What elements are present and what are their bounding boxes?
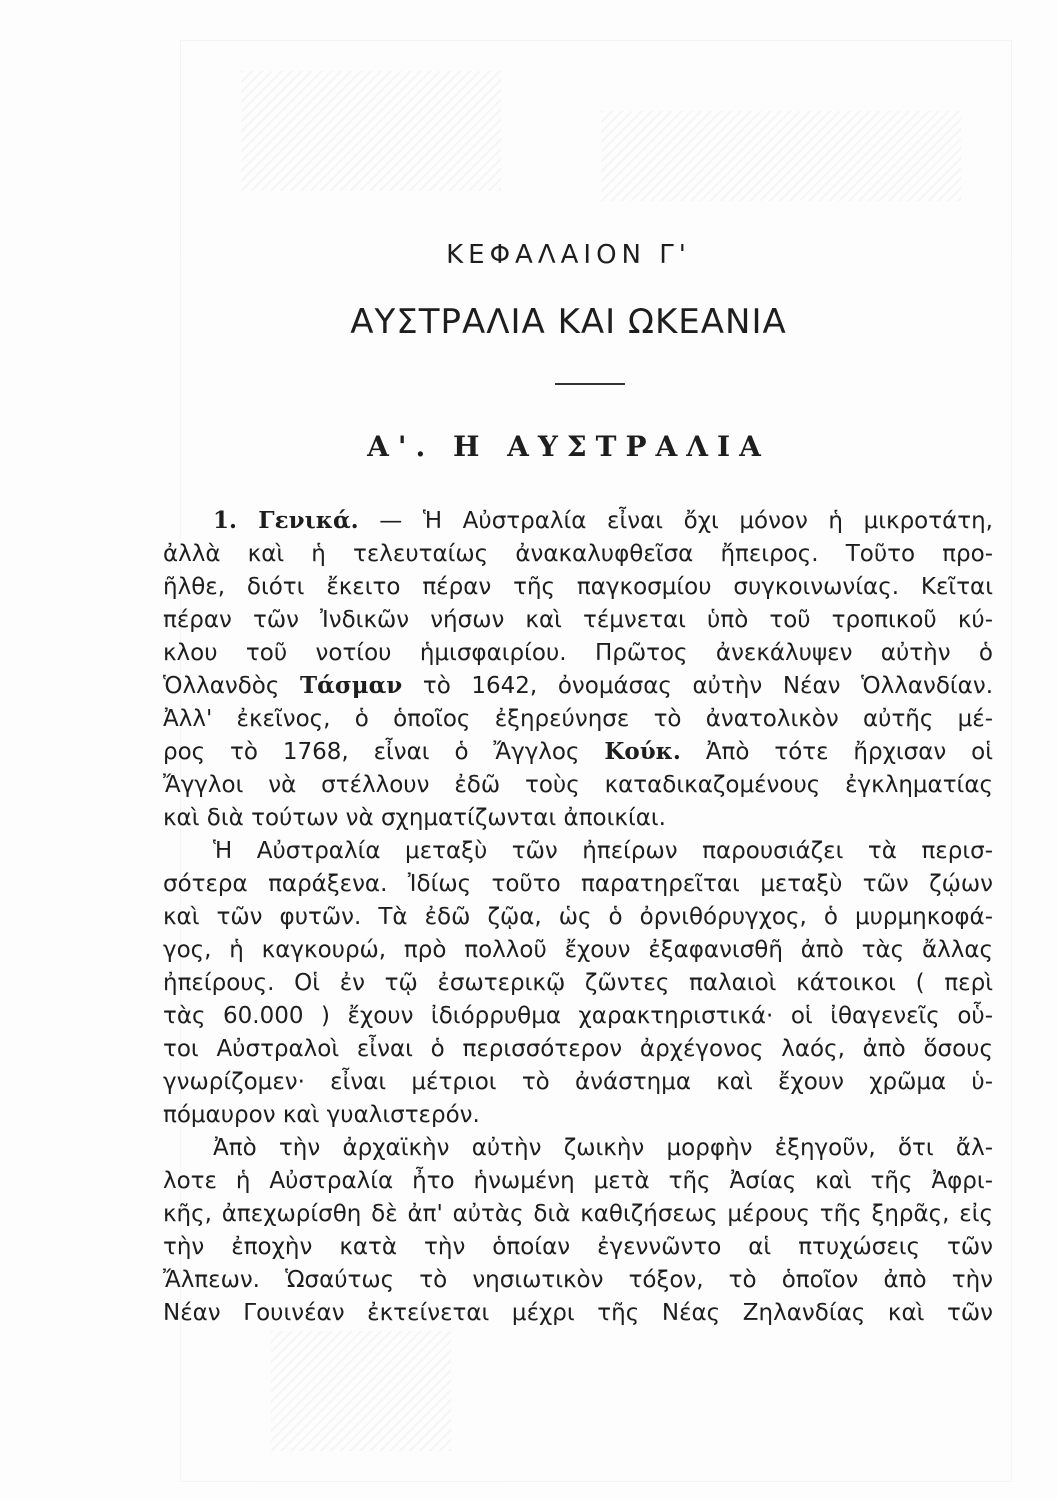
text-line: ῆλθε, διότι ἔκειτο πέραν τῆς παγκοσμίου συγκοινωνίας. Κεῖται bbox=[163, 574, 993, 600]
text-line: γνωρίζομεν· εἶναι μέτριοι τὸ ἀνάστημα καὶ ἔχουν χρῶμα ὑ- bbox=[163, 1069, 993, 1095]
text-line: καὶ διὰ τούτων νὰ σχηματίζωνται ἀποικίαι. bbox=[163, 805, 666, 831]
bleed-map-shape bbox=[601, 111, 961, 201]
text-line: πέραν τῶν Ἰνδικῶν νήσων καὶ τέμνεται ὑπὸ τοῦ τροπικοῦ κύ- bbox=[163, 607, 993, 633]
bold-name: Τάσμαν bbox=[300, 672, 403, 699]
text-line: πόμαυρον καὶ γυαλιστερόν. bbox=[163, 1102, 480, 1128]
text-run: — Ἡ Αὐστραλία εἶναι ὄχι μόνον ἡ μικροτάτη, bbox=[358, 508, 993, 534]
text-line: λοτε ἡ Αὐστραλία ἦτο ἡνωμένη μετὰ τῆς Ἀσίας καὶ τῆς Ἀφρι- bbox=[163, 1168, 993, 1194]
text-line: Νέαν Γουινέαν ἐκτείνεται μέχρι τῆς Νέας Ζηλανδίας καὶ τῶν bbox=[163, 1300, 993, 1326]
chapter-label: ΚΕΦΑΛΑΙΟΝ Γ' bbox=[446, 240, 691, 270]
text-line: Ἄλπεων. Ὡσαύτως τὸ νησιωτικὸν τόξον, τὸ ὁποῖον ἀπὸ τὴν bbox=[163, 1267, 993, 1293]
text-line: καὶ τῶν φυτῶν. Τὰ ἐδῶ ζῷα, ὡς ὁ ὀρνιθόρυγχος, ὁ μυρμηκοφά- bbox=[163, 904, 993, 930]
text-line: γος, ἡ καγκουρώ, πρὸ πολλοῦ ἔχουν ἐξαφανισθῆ ἀπὸ τὰς ἄλλας bbox=[163, 937, 993, 963]
text-line: ἠπείρους. Οἱ ἐν τῷ ἐσωτερικῷ ζῶντες παλαιοὶ κάτοικοι ( περὶ bbox=[163, 970, 993, 996]
text-line bbox=[163, 736, 993, 768]
text-line: ἀλλὰ καὶ ἡ τελευταίως ἀνακαλυφθεῖσα ἤπειρος. Τοῦτο προ- bbox=[163, 541, 993, 567]
title-divider bbox=[555, 383, 625, 385]
text-line: τὰς 60.000 ) ἔχουν ἰδιόρρυθμα χαρακτηριστικά· οἱ ἰθαγενεῖς οὗ- bbox=[163, 1003, 993, 1029]
text-run: Ἀπὸ τότε ἤρχισαν οἱ bbox=[680, 739, 993, 765]
text-run: ρος τὸ 1768, εἶναι ὁ Ἄγγλος bbox=[163, 739, 605, 765]
section-title: Α'. Η ΑΥΣΤΡΑΛΙΑ bbox=[367, 430, 770, 463]
text-line: σότερα παράξενα. Ἰδίως τοῦτο παρατηρεῖται μεταξὺ τῶν ζῴων bbox=[163, 871, 993, 897]
chapter-title: ΑΥΣΤΡΑΛΙΑ ΚΑΙ ΩΚΕΑΝΙΑ bbox=[350, 302, 787, 342]
text-line: Ἡ Αὐστραλία μεταξὺ τῶν ἠπείρων παρουσιάζει τὰ περισ- bbox=[213, 838, 993, 864]
paragraph-heading: 1. Γενικά. bbox=[213, 507, 359, 534]
text-line: Ἀπὸ τὴν ἀρχαϊκὴν αὐτὴν ζωικὴν μορφὴν ἐξηγοῦν, ὅτι ἄλ- bbox=[213, 1135, 993, 1161]
text-run: Ὁλλανδὸς bbox=[163, 673, 300, 699]
text-line: κλου τοῦ νοτίου ἡμισφαιρίου. Πρῶτος ἀνεκάλυψεν αὐτὴν ὁ bbox=[163, 640, 993, 666]
text-line: Ἀλλ' ἐκεῖνος, ὁ ὁποῖος ἐξηρεύνησε τὸ ἀνατολικὸν αὐτῆς μέ- bbox=[163, 706, 993, 732]
text-line bbox=[163, 670, 993, 702]
text-line bbox=[213, 505, 993, 537]
text-run: τὸ 1642, ὀνομάσας αὐτὴν Νέαν Ὁλλανδίαν. bbox=[402, 673, 993, 699]
bleed-map-shape bbox=[241, 71, 501, 191]
text-line: κῆς, ἀπεχωρίσθη δὲ ἀπ' αὐτὰς διὰ καθιζήσεως μέρους τῆς ξηρᾶς, εἰς bbox=[163, 1201, 993, 1227]
text-line: τὴν ἐποχὴν κατὰ τὴν ὁποίαν ἐγεννῶντο αἱ πτυχώσεις τῶν bbox=[163, 1234, 993, 1260]
text-line: τοι Αὐστραλοὶ εἶναι ὁ περισσότερον ἀρχέγονος λαός, ἀπὸ ὅσους bbox=[163, 1036, 993, 1062]
bold-name: Κούκ. bbox=[604, 738, 681, 765]
text-line: Ἄγγλοι νὰ στέλλουν ἐδῶ τοὺς καταδικαζομένους ἐγκληματίας bbox=[163, 772, 993, 798]
bleed-map-shape bbox=[271, 1331, 451, 1451]
